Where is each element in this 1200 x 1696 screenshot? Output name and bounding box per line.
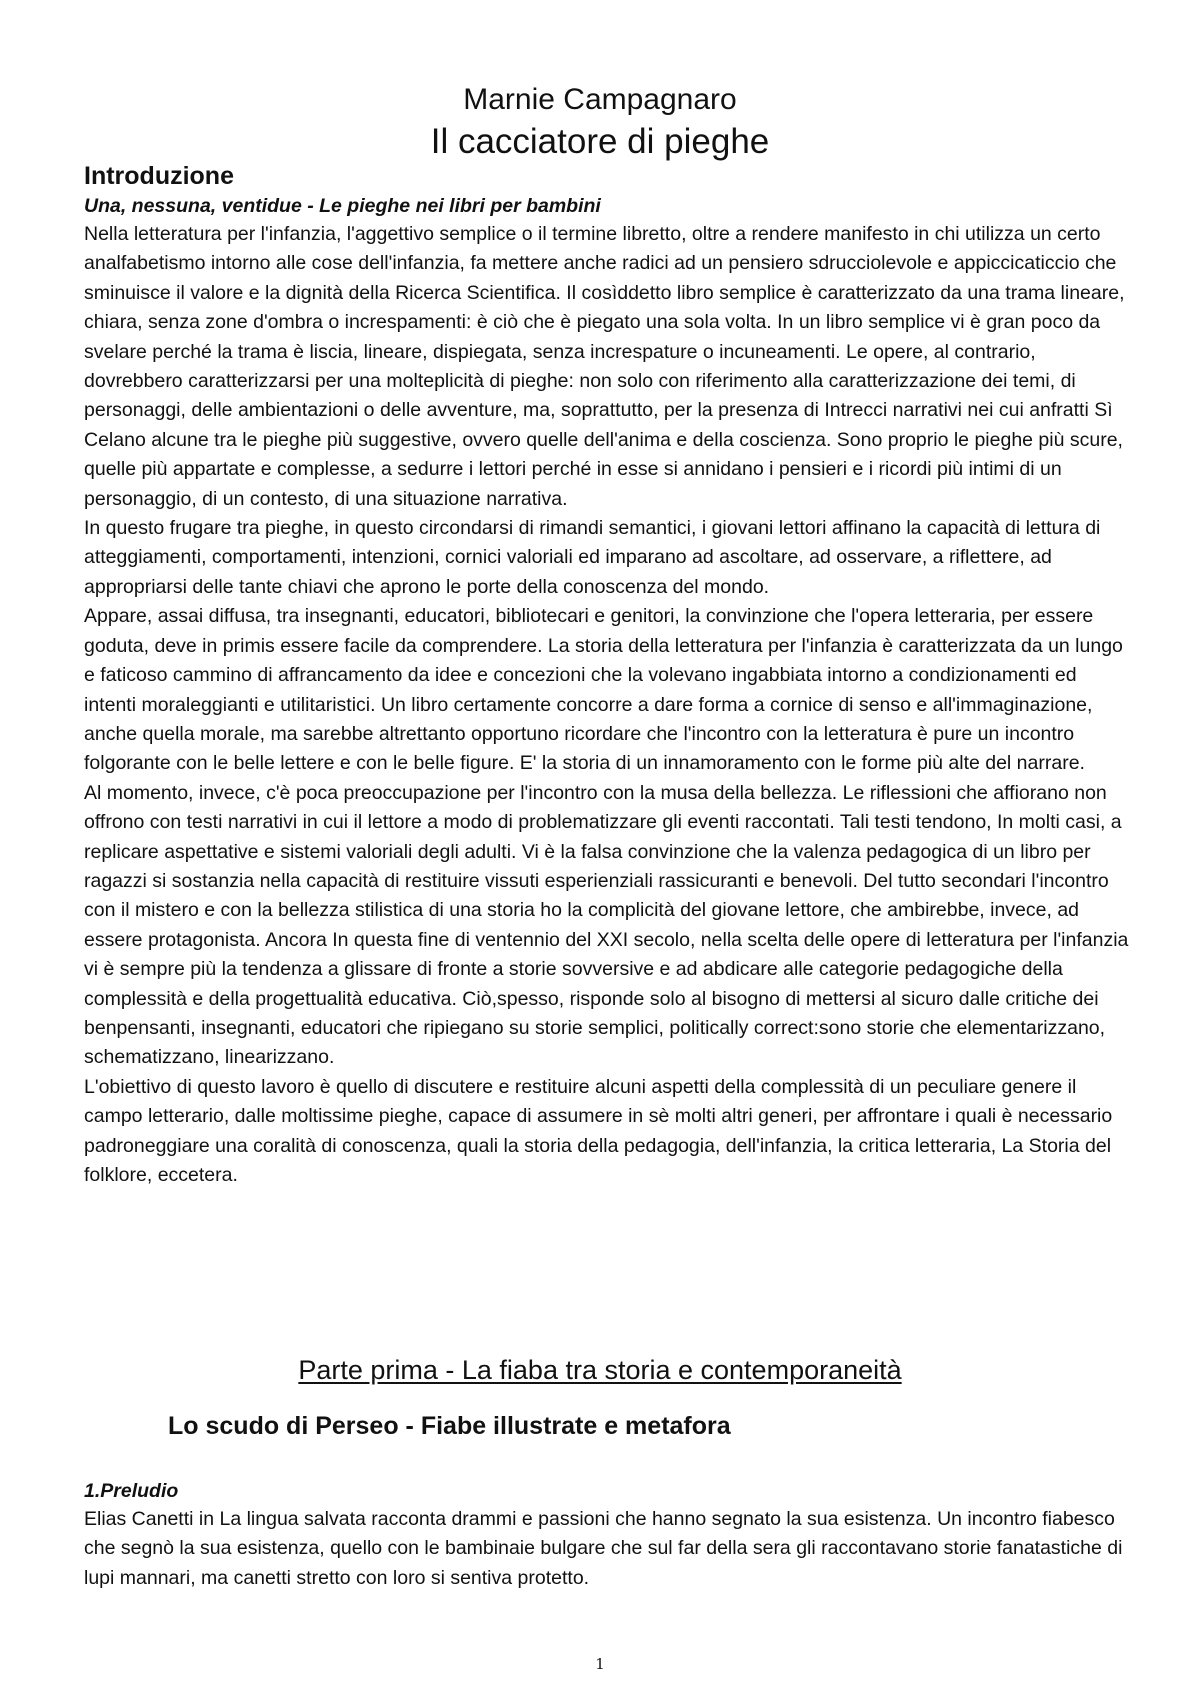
introduction-heading: Introduzione	[84, 162, 234, 190]
page-number: 1	[595, 1655, 605, 1673]
paragraph: In questo frugare tra pieghe, in questo circondarsi di rimandi semantici, i giovani lettori affinano la capacità di lettura di atteggiamenti, comportamenti, intenzioni, cornici valoriali ed imparano ad ascoltare, ad osservare, a riflettere, ad appropriarsi delle tante chiavi che aprono le porte della conoscenza del mondo.	[84, 517, 1101, 598]
introduction-body	[84, 220, 1130, 1190]
document-title: Il cacciatore di pieghe	[430, 122, 770, 161]
paragraph: Appare, assai diffusa, tra insegnanti, educatori, bibliotecari e genitori, la convinzione che l'opera letteraria, per essere goduta, deve in primis essere facile da comprendere. La storia della letteratura per l'infanzia è caratterizzata da un lungo e faticoso cammino di affrancamento da idee e concezioni che la volevano ingabbiata intorno a condizionamenti ed intenti moraleggianti e utilitaristici. Un libro certamente concorre a dare forma a cornice di senso e all'immaginazione, anche quella morale, ma sarebbe altrettanto opportuno ricordare che l'incontro con la letteratura è pure un incontro folgorante con le belle lettere e con le belle figure. E' la storia di un innamoramento con le forme più alte del narrare.	[84, 605, 1123, 775]
author-name: Marnie Campagnaro	[463, 83, 737, 116]
part-title: Parte prima - La fiaba tra storia e contemporaneità	[298, 1355, 902, 1385]
paragraph: L'obiettivo di questo lavoro è quello di discutere e restituire alcuni aspetti della complessità di un peculiare genere il campo letterario, dalle moltissime pieghe, capace di assumere in sè molti altri generi, per affrontare i quali è necessario padroneggiare una coralità di conoscenza, quali la storia della pedagogia, dell'infanzia, la critica letteraria, La Storia del folklore, eccetera.	[84, 1075, 1113, 1186]
introduction-subheading: Una, nessuna, ventidue - Le pieghe nei libri per bambini	[84, 195, 601, 217]
section-title: Lo scudo di Perseo - Fiabe illustrate e metafora	[168, 1412, 731, 1440]
paragraph: Al momento, invece, c'è poca preoccupazione per l'incontro con la musa della bellezza. Le riflessioni che affiorano non offrono con testi narrativi in cui il lettore a modo di problematizzare gli eventi raccontati. Tali testi tendono, In molti casi, a replicare aspettative e sistemi valoriali degli adulti. Vi è la falsa convinzione che la valenza pedagogica di un libro per ragazzi si sostanzia nella capacità di restituire vissuti esperienziali rassicuranti e benevoli. Del tutto secondari l'incontro con il mistero e con la bellezza stilistica di una storia ho la complicità del giovane lettore, che ambirebbe, invece, ad essere protagonista. Ancora In questa fine di ventennio del XXI secolo, nella scelta delle opere di letteratura per l'infanzia vi è sempre più la tendenza a glissare di fronte a storie sovversive e ad abdicare alle categorie pedagogiche della complessità e della progettualità educativa. Ciò,spesso, risponde solo al bisogno di mettersi al sicuro dalle critiche dei benpensanti, insegnanti, educatori che ripiegano su storie semplici, politically correct:sono storie che elementarizzano, schematizzano, linearizzano.	[84, 781, 1129, 1069]
paragraph: Nella letteratura per l'infanzia, l'aggettivo semplice o il termine libretto, oltre a rendere manifesto in chi utilizza un certo analfabetismo intorno alle cose dell'infanzia, fa mettere anche radici ad un pensiero sdrucciolevole e appiccicaticcio che sminuisce il valore e la dignità della Ricerca Scientifica. Il cosìddetto libro semplice è caratterizzato da una trama lineare, chiara, senza zone d'ombra o increspamenti: è ciò che è piegato una sola volta. In un libro semplice vi è gran poco da svelare perché la trama è liscia, lineare, dispiegata, senza increspature o incuneamenti. Le opere, al contrario, dovrebbero caratterizzarsi per una molteplicità di pieghe: non solo con riferimento alla caratterizzazione dei temi, di personaggi, delle ambientazioni o delle avventure, ma, soprattutto, per la presenza di Intrecci narrativi nei cui anfratti Sì Celano alcune tra le pieghe più suggestive, ovvero quelle dell'anima e della coscienza. Sono proprio le pieghe più scure, quelle più appartate e complesse, a sedurre i lettori perché in esse si annidano i pensieri e i ricordi più intimi di un personaggio, di un contesto, di una situazione narrativa.	[84, 223, 1125, 510]
paragraph: Elias Canetti in La lingua salvata racconta drammi e passioni che hanno segnato la sua esistenza. Un incontro fiabesco che segnò la sua esistenza, quello con le bambinaie bulgare che sul far della sera gli raccontavano storie fanatastiche di lupi mannari, ma canetti stretto con loro si sentiva protetto.	[84, 1508, 1123, 1589]
preludio-body	[84, 1505, 1130, 1593]
subsection-title: 1.Preludio	[84, 1480, 179, 1502]
